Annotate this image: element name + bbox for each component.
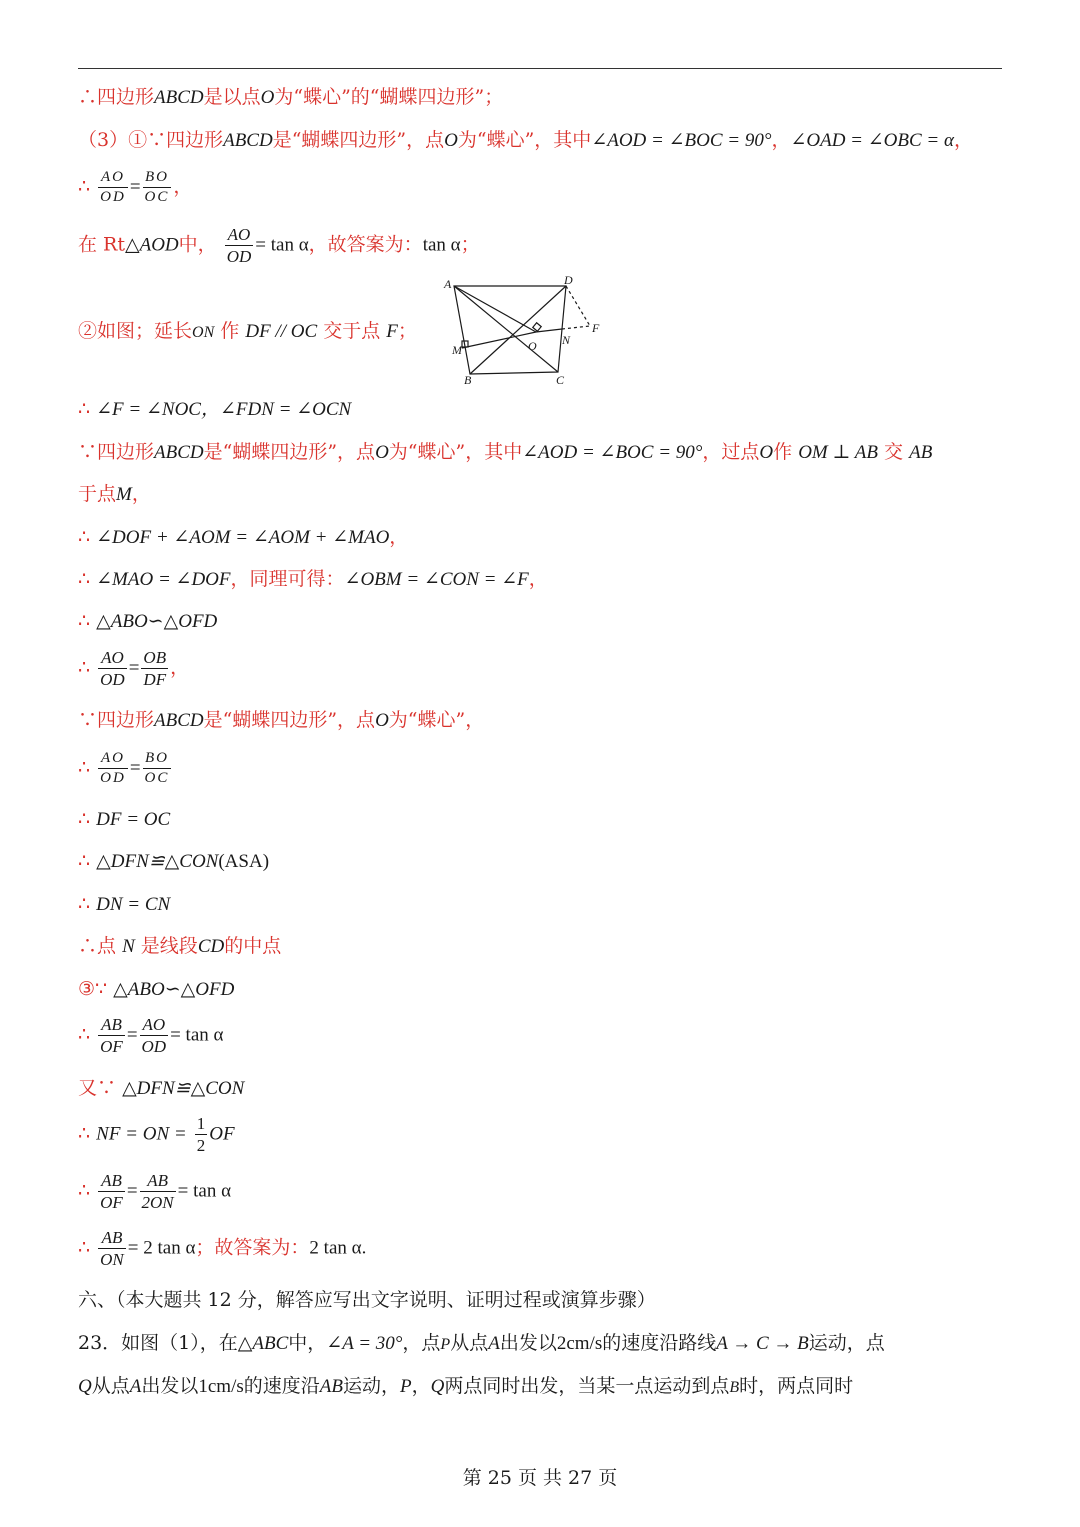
section-heading: 六、（本大题共 12 分，解答应写出文字说明、证明过程或演算步骤） (78, 1289, 656, 1311)
problem-23-line-2: Q从点A出发以1cm/s的速度沿AB运动，P，Q两点同时出发，当某一点运动到点B时，两点同时 (78, 1375, 854, 1397)
fraction: $\frac{AO}{OD}$ (100, 169, 126, 205)
solution-line-21: 又∵ △DFN≌△CON (78, 1077, 245, 1099)
label-A: A (444, 277, 452, 291)
solution-line-13: ∵四边形ABCD是“蝴蝶四边形”，点O为“蝶心”， (78, 709, 485, 731)
fraction: $\frac{AO}{OD}$ (100, 648, 125, 689)
page-footer: 第 25 页 共 27 页 (462, 1467, 618, 1489)
fraction: $\frac{AB}{OF}$ (100, 1015, 123, 1056)
fraction: $\frac{OB}{DF}$ (143, 648, 167, 689)
label-O: O (528, 339, 537, 353)
label-N: N (562, 333, 571, 347)
solution-line-23: ∴ $\frac{AB}{OF}$ = $\frac{AB}{2ON}$ = tan α (78, 1171, 232, 1212)
fraction: $\frac{AB}{ON}$ (100, 1228, 124, 1269)
solution-line-4: 在 Rt△AOD中， $\frac{AO}{OD}$ = tan α，故答案为：tan α； (78, 225, 480, 266)
solution-line-7: ∵四边形ABCD是“蝴蝶四边形”，点O为“蝶心”，其中∠AOD = ∠BOC = 90°，过点O作 OM ⊥ AB 交 AB (78, 441, 933, 463)
solution-line-5: ②如图；延长ON 作 DF // OC 交于点 F； (78, 320, 417, 342)
solution-line-1: ∴四边形ABCD是以点O为“蝶心”的“蝴蝶四边形”； (78, 86, 504, 108)
label-M: M (452, 343, 462, 357)
label-C: C (556, 373, 565, 386)
solution-line-24: ∴ $\frac{AB}{ON}$ = 2 tan α；故答案为：2 tan α. (78, 1228, 367, 1269)
solution-line-16: ∴ △DFN≌△CON(ASA) (78, 850, 270, 872)
solution-line-12: ∴ $\frac{AO}{OD}$ = $\frac{OB}{DF}$ ， (78, 648, 190, 689)
fraction: $\frac{1}{2}$ (196, 1114, 206, 1155)
solution-line-6: ∴ ∠F = ∠NOC，∠FDN = ∠OCN (78, 398, 352, 420)
solution-line-2: （3）①∵四边形ABCD是“蝴蝶四边形”，点O为“蝶心”，其中∠AOD = ∠BOC = 90°，∠OAD = ∠OBC = α， (78, 129, 973, 151)
fraction: $\frac{AO}{OD}$ (226, 225, 252, 266)
header-rule (78, 68, 1002, 69)
fraction: $\frac{BO}{OC}$ (144, 169, 170, 205)
label-D: D (564, 274, 573, 287)
fraction: $\frac{BO}{OC}$ (144, 750, 170, 786)
solution-line-20: ∴ $\frac{AB}{OF}$ = $\frac{AO}{OD}$ = tan α (78, 1015, 224, 1056)
fraction: $\frac{AO}{OD}$ (141, 1015, 167, 1056)
solution-line-17: ∴ DN = CN (78, 893, 171, 915)
segment-DF-dashed (566, 286, 590, 326)
solution-line-8: 于点M， (78, 483, 151, 505)
label-F: F (592, 321, 600, 335)
solution-line-11: ∴ △ABO∽△OFD (78, 610, 218, 632)
problem-23-line-1: 23．如图（1），在△ABC中，∠A = 30°，点P从点A出发以2cm/s的速度沿路线A → C → B运动，点 (78, 1332, 885, 1354)
fraction: $\frac{AB}{2ON}$ (141, 1171, 174, 1212)
solution-line-10: ∴ ∠MAO = ∠DOF，同理可得：∠OBM = ∠CON = ∠F， (78, 568, 548, 590)
solution-line-22: ∴ NF = ON = $\frac{1}{2}$ OF (78, 1114, 235, 1155)
solution-line-9: ∴ ∠DOF + ∠AOM = ∠AOM + ∠MAO， (78, 526, 409, 548)
solution-line-3: ∴ $\frac{AO}{OD}$ = $\frac{BO}{OC}$ ， (78, 169, 193, 205)
solution-line-15: ∴ DF = OC (78, 808, 171, 830)
label-B: B (464, 373, 472, 386)
solution-line-18: ∴点 N 是线段CD的中点 (78, 935, 282, 957)
solution-line-19: ③∵ △ABO∽△OFD (78, 978, 235, 1000)
fraction: $\frac{AB}{OF}$ (100, 1171, 123, 1212)
solution-line-14: ∴ $\frac{AO}{OD}$ = $\frac{BO}{OC}$ (78, 750, 170, 786)
fraction: $\frac{AO}{OD}$ (100, 750, 126, 786)
